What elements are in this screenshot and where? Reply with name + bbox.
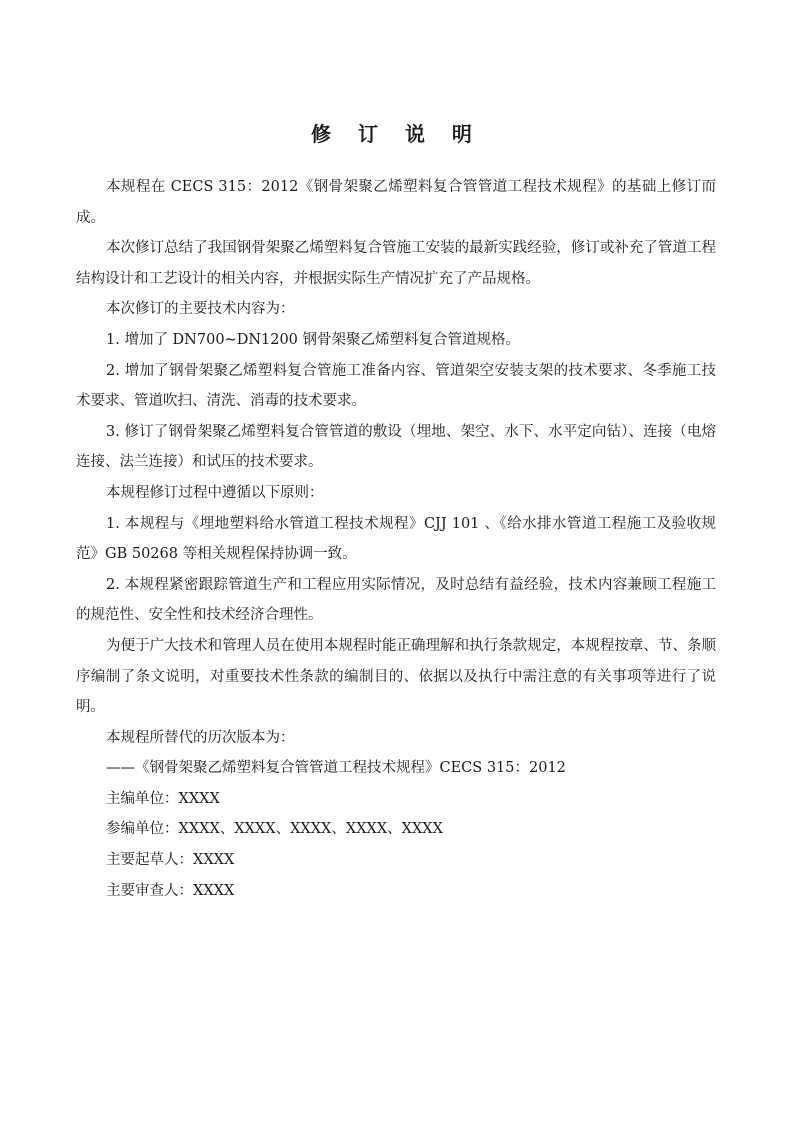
paragraph: 本规程修订过程中遵循以下原则： xyxy=(106,484,324,501)
list-item: 2. 本规程紧密跟踪管道生产和工程应用实际情况，及时总结有益经验，技术内容兼顾工程施工的规范性、安全性和技术经济合理性。 xyxy=(76,576,716,624)
page-title: 修 订 说 明 xyxy=(311,122,482,146)
list-item: 3. 修订了钢骨架聚乙烯塑料复合管管道的敷设（埋地、架空、水下、水平定向钻）、连接（电熔连接、法兰连接）和试压的技术要求。 xyxy=(76,423,716,471)
list-item: 1. 增加了 DN700~DN1200 钢骨架聚乙烯塑料复合管道规格。 xyxy=(106,331,521,348)
participating-units: 参编单位：XXXX、XXXX、XXXX、XXXX、XXXX xyxy=(106,821,443,838)
list-item: 2. 增加了钢骨架聚乙烯塑料复合管施工准备内容、管道架空安装支架的技术要求、冬季施工技术要求、管道吹扫、清洗、消毒的技术要求。 xyxy=(76,362,716,410)
main-reviewers: 主要审查人：XXXX xyxy=(106,882,235,899)
superseded-version-line: ——《钢骨架聚乙烯塑料复合管管道工程技术规程》CECS 315：2012 xyxy=(106,760,566,777)
paragraph: 本次修订总结了我国钢骨架聚乙烯塑料复合管施工安装的最新实践经验，修订或补充了管道工程结构设计和工艺设计的相关内容，并根据实际生产情况扩充了产品规格。 xyxy=(76,240,716,287)
paragraph: 本规程所替代的历次版本为： xyxy=(106,729,295,746)
paragraph: 本规程在 CECS 315：2012《钢骨架聚乙烯塑料复合管管道工程技术规程》的基础上修订而成。 xyxy=(76,179,716,226)
list-item: 1. 本规程与《埋地塑料给水管道工程技术规程》CJJ 101 、《给水排水管道工程施工及验收规范》GB 50268 等相关规程保持协调一致。 xyxy=(76,515,716,563)
main-drafters: 主要起草人：XXXX xyxy=(106,852,235,869)
paragraph: 本次修订的主要技术内容为： xyxy=(106,301,295,318)
chief-editor-unit: 主编单位：XXXX xyxy=(106,790,220,807)
paragraph: 为便于广大技术和管理人员在使用本规程时能正确理解和执行条款规定，本规程按章、节、条顺序编制了条文说明，对重要技术性条款的编制目的、依据以及执行中需注意的有关事项等进行了说明。 xyxy=(76,637,716,716)
document-body xyxy=(76,172,716,906)
